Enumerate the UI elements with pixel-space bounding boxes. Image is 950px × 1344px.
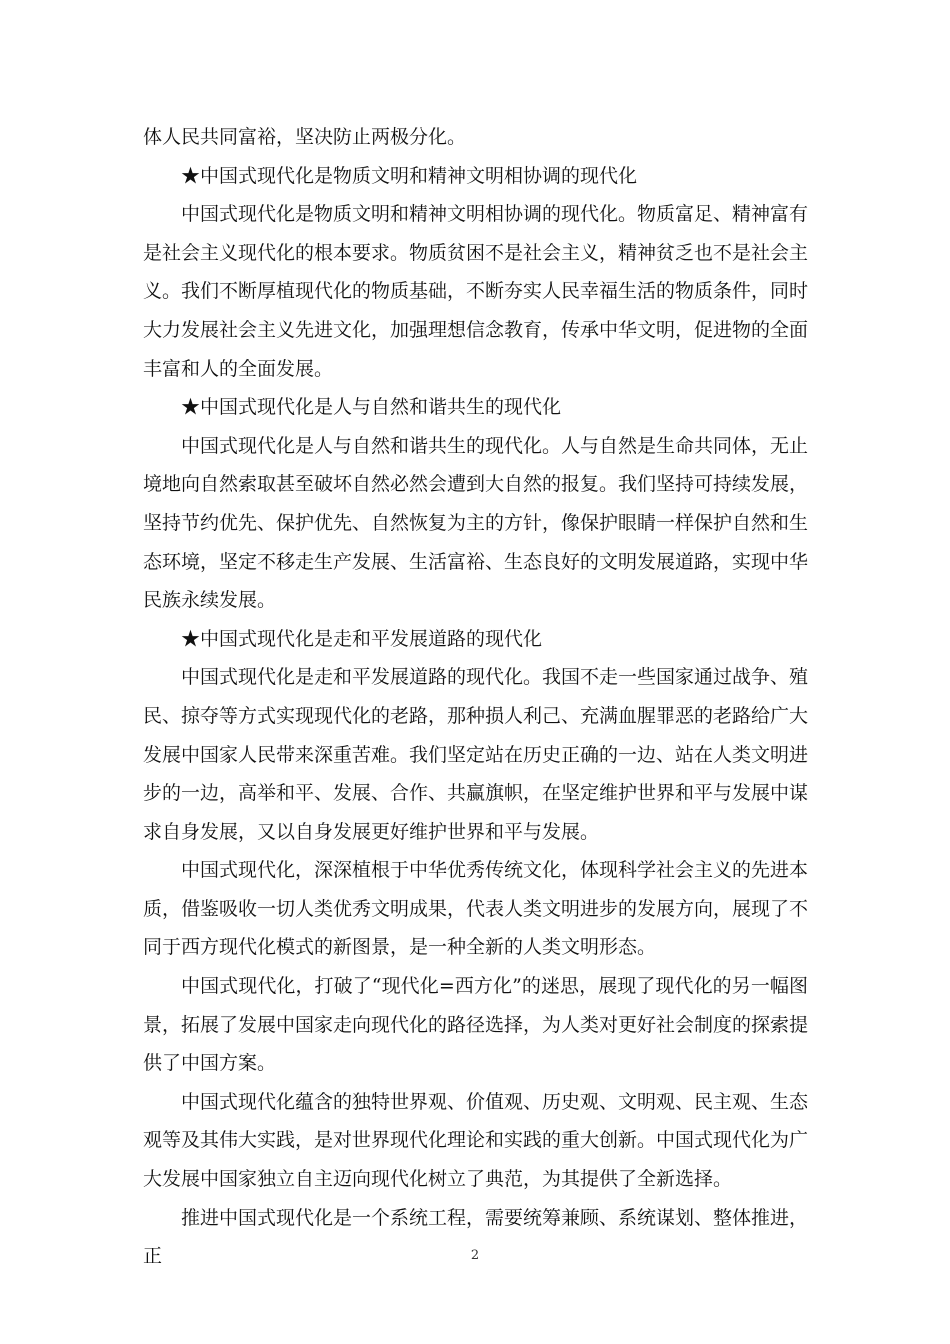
section-heading: ★中国式现代化是人与自然和谐共生的现代化 [181, 396, 562, 419]
paragraph: 中国式现代化是物质文明和精神文明相协调的现代化。物质富足、精神富有是社会主义现代化的根本要求。物质贫困不是社会主义，精神贫乏也不是社会主义。我们不断厚植现代化的物质基础，不断夯实人民幸福生活的物质条件，同时大力发展社会主义先进文化，加强理想信念教育，传承中华文明，促进物的全面丰富和人的全面发展。 [143, 203, 809, 380]
section-heading: ★中国式现代化是走和平发展道路的现代化 [181, 627, 543, 650]
paragraph: 中国式现代化，深深植根于中华优秀传统文化，体现科学社会主义的先进本质，借鉴吸收一切人类优秀文明成果，代表人类文明进步的发展方向，展现了不同于西方现代化模式的新图景，是一种全新的人类文明形态。 [143, 859, 809, 959]
paragraph: 推进中国式现代化是一个系统工程，需要统筹兼顾、系统谋划、整体推进，正 [143, 1206, 809, 1268]
paragraph: 中国式现代化是走和平发展道路的现代化。我国不走一些国家通过战争、殖民、掠夺等方式实现现代化的老路，那种损人利己、充满血腥罪恶的老路给广大发展中国家人民带来深重苦难。我们坚定站在历史正确的一边、站在人类文明进步的一边，高举和平、发展、合作、共赢旗帜，在坚定维护世界和平与发展中谋求自身发展，又以自身发展更好维护世界和平与发展。 [143, 666, 809, 843]
paragraph: 中国式现代化是人与自然和谐共生的现代化。人与自然是生命共同体，无止境地向自然索取甚至破坏自然必然会遭到大自然的报复。我们坚持可持续发展，坚持节约优先、保护优先、自然恢复为主的方针，像保护眼睛一样保护自然和生态环境，坚定不移走生产发展、生活富裕、生态良好的文明发展道路，实现中华民族永续发展。 [143, 434, 809, 612]
paragraph: 中国式现代化，打破了“现代化=西方化”的迷思，展现了现代化的另一幅图景，拓展了发展中国家走向现代化的路径选择，为人类对更好社会制度的探索提供了中国方案。 [143, 975, 809, 1075]
paragraph: 中国式现代化蕴含的独特世界观、价值观、历史观、文明观、民主观、生态观等及其伟大实践，是对世界现代化理论和实践的重大创新。中国式现代化为广大发展中国家独立自主迈向现代化树立了典范，为其提供了全新选择。 [143, 1090, 809, 1191]
paragraph: 体人民共同富裕，坚决防止两极分化。 [143, 126, 467, 148]
section-heading: ★中国式现代化是物质文明和精神文明相协调的现代化 [181, 164, 638, 187]
page-number: 2 [470, 1248, 480, 1263]
document-body [143, 118, 808, 1276]
